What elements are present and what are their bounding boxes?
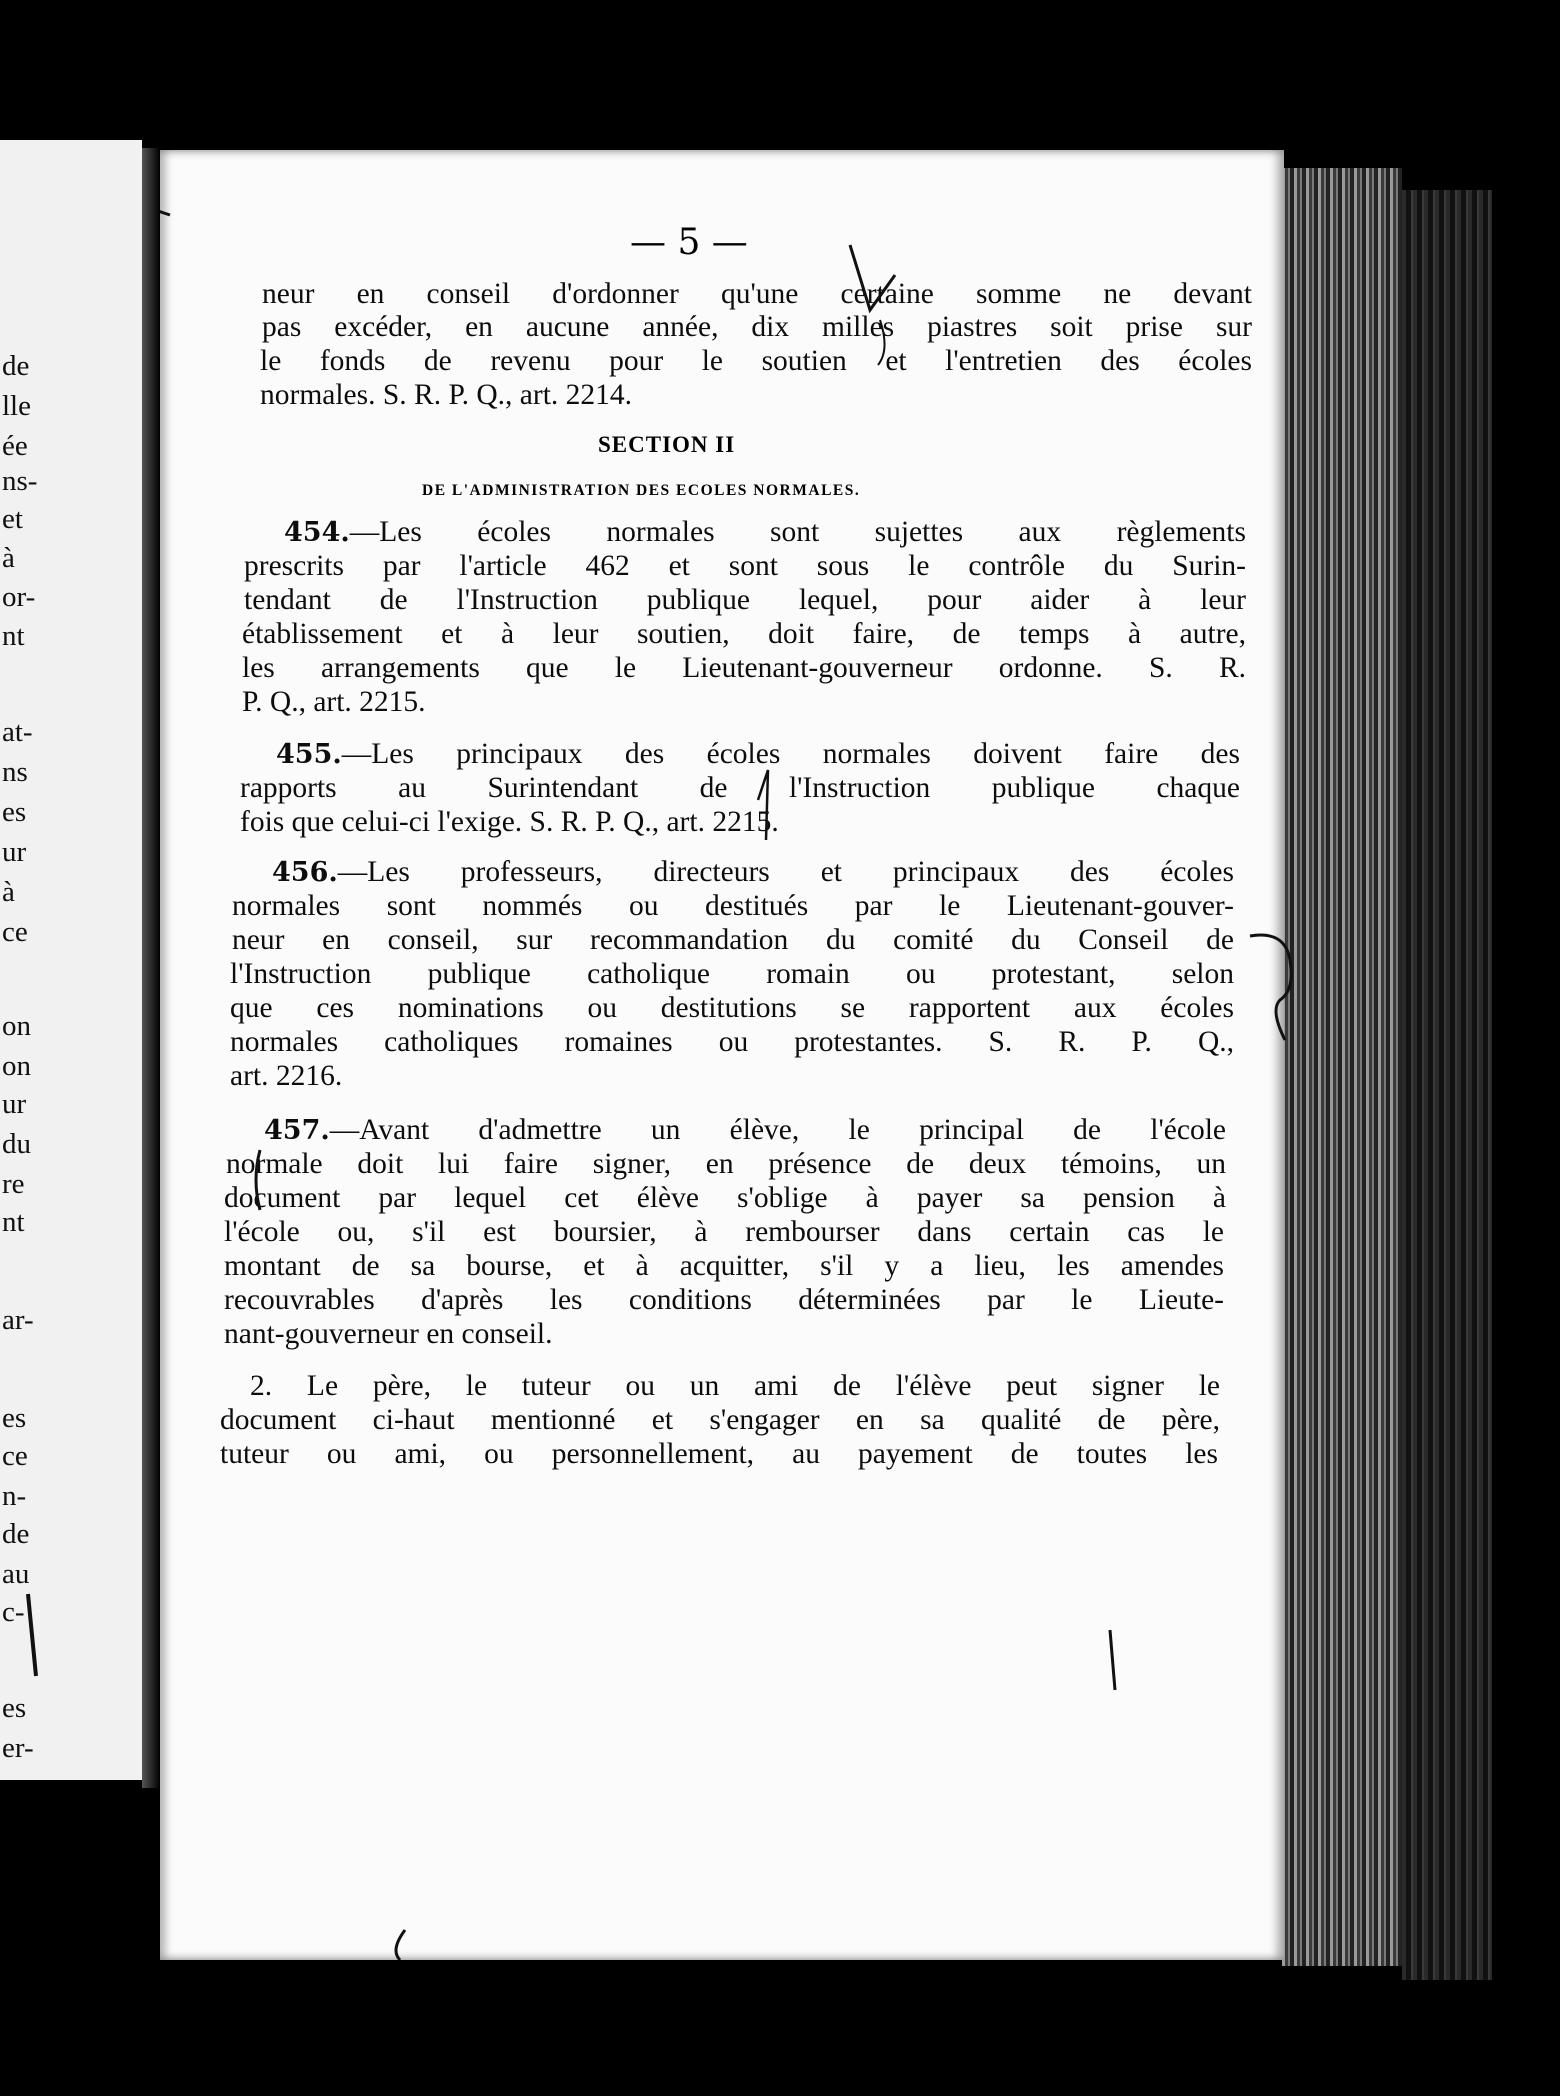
left-page-text-fragment: on (2, 1050, 31, 1082)
book-spine (142, 148, 160, 1788)
left-page-text-fragment: er- (2, 1732, 34, 1764)
article-455-line: 455.—Les principaux des écoles normales doivent faire des (276, 738, 1240, 770)
paragraph-2-line: tuteur ou ami, ou personnellement, au payement de toutes les (220, 1438, 1218, 1470)
section-subheading: DE L'ADMINISTRATION DES ECOLES NORMALES. (422, 482, 861, 499)
article-454-line: 454.—Les écoles normales sont sujettes aux règlements (284, 516, 1246, 548)
article-number: 454. (284, 517, 350, 548)
article-456-line: l'Instruction publique catholique romain ou protestant, selon (230, 958, 1234, 990)
article-457-line: montant de sa bourse, et à acquitter, s'il y a lieu, les amendes (224, 1250, 1224, 1282)
article-number: 455. (276, 739, 342, 770)
article-456-line: 456.—Les professeurs, directeurs et principaux des écoles (272, 856, 1234, 888)
left-page-text-fragment: ns (2, 756, 28, 788)
article-456-line: normales sont nommés ou destitués par le Lieutenant-gouver- (232, 890, 1234, 922)
paragraph-2-line: 2. Le père, le tuteur ou un ami de l'élève peut signer le (250, 1370, 1220, 1402)
article-457-line: l'école ou, s'il est boursier, à rembourser dans certain cas le (224, 1216, 1224, 1248)
left-page-text-fragment: de (2, 1518, 30, 1550)
left-page-text-fragment: or- (2, 581, 36, 613)
left-page-text-fragment: on (2, 1010, 31, 1042)
book-page (160, 150, 1284, 1960)
article-457-line: recouvrables d'après les conditions déterminées par le Lieute- (224, 1284, 1224, 1316)
page-edges-shadow (1402, 190, 1492, 1980)
article-454-line: les arrangements que le Lieutenant-gouverneur ordonne. S. R. (242, 652, 1246, 684)
intro-line: le fonds de revenu pour le soutien et l'entretien des écoles (260, 345, 1252, 377)
left-page-text-fragment: ce (2, 916, 28, 948)
left-page-text-fragment: re (2, 1168, 25, 1200)
left-page-text-fragment: nt (2, 1206, 25, 1238)
left-page-text-fragment: es (2, 1402, 27, 1434)
section-heading: SECTION II (598, 432, 736, 457)
left-page-text-fragment: ce (2, 1440, 28, 1472)
left-page-text-fragment: at- (2, 716, 33, 748)
left-page-text-fragment: à (2, 876, 15, 908)
article-457-line: nant-gouverneur en conseil. (224, 1318, 553, 1350)
left-page-text-fragment: ar- (2, 1304, 34, 1336)
left-page-text-fragment: ns- (2, 465, 38, 497)
left-page-text-fragment: n- (2, 1480, 27, 1512)
article-455-line: fois que celui-ci l'exige. S. R. P. Q., art. 2215. (240, 806, 779, 838)
article-456-line: que ces nominations ou destitutions se rapportent aux écoles (230, 992, 1234, 1024)
left-page-text-fragment: lle (2, 390, 31, 422)
left-page-text-fragment: nt (2, 620, 25, 652)
article-455-line: rapports au Surintendant de l'Instruction publique chaque (240, 772, 1240, 804)
article-456-line: art. 2216. (230, 1060, 343, 1092)
left-page-text-fragment: c- (2, 1596, 25, 1628)
left-page-text-fragment: du (2, 1128, 31, 1160)
article-457-line: 457.—Avant d'admettre un élève, le principal de l'école (264, 1114, 1226, 1146)
left-page-text-fragment: ur (2, 1088, 27, 1120)
left-page-text-fragment: ée (2, 430, 28, 462)
left-page-text-fragment: ur (2, 836, 27, 868)
article-457-line: document par lequel cet élève s'oblige à payer sa pension à (224, 1182, 1226, 1214)
left-page-text-fragment: et (2, 503, 23, 535)
article-454-line: tendant de l'Instruction publique lequel, pour aider à leur (244, 584, 1246, 616)
intro-line: neur en conseil d'ordonner qu'une certaine somme ne devant (262, 278, 1252, 310)
article-454-line: P. Q., art. 2215. (242, 686, 426, 718)
intro-line: pas excéder, en aucune année, dix milles piastres soit prise sur (262, 311, 1252, 343)
left-page-fragment (0, 140, 142, 1780)
article-number: 456. (272, 857, 338, 888)
article-number: 457. (264, 1115, 330, 1146)
left-page-text-fragment: es (2, 1692, 27, 1724)
paragraph-2-line: document ci-haut mentionné et s'engager en sa qualité de père, (220, 1404, 1220, 1436)
article-454-line: établissement et à leur soutien, doit faire, de temps à autre, (242, 618, 1246, 650)
left-page-text-fragment: de (2, 350, 30, 382)
page-edges (1282, 168, 1402, 1966)
left-page-text-fragment: es (2, 796, 27, 828)
intro-line: normales. S. R. P. Q., art. 2214. (260, 379, 633, 411)
article-456-line: neur en conseil, sur recommandation du comité du Conseil de (232, 924, 1234, 956)
article-457-line: normale doit lui faire signer, en présence de deux témoins, un (226, 1148, 1226, 1180)
article-456-line: normales catholiques romaines ou protestantes. S. R. P. Q., (230, 1026, 1234, 1058)
left-page-text-fragment: au (2, 1558, 30, 1590)
page-number: — 5 — (630, 222, 748, 263)
left-page-text-fragment: à (2, 542, 15, 574)
article-454-line: prescrits par l'article 462 et sont sous le contrôle du Surin- (244, 550, 1246, 582)
